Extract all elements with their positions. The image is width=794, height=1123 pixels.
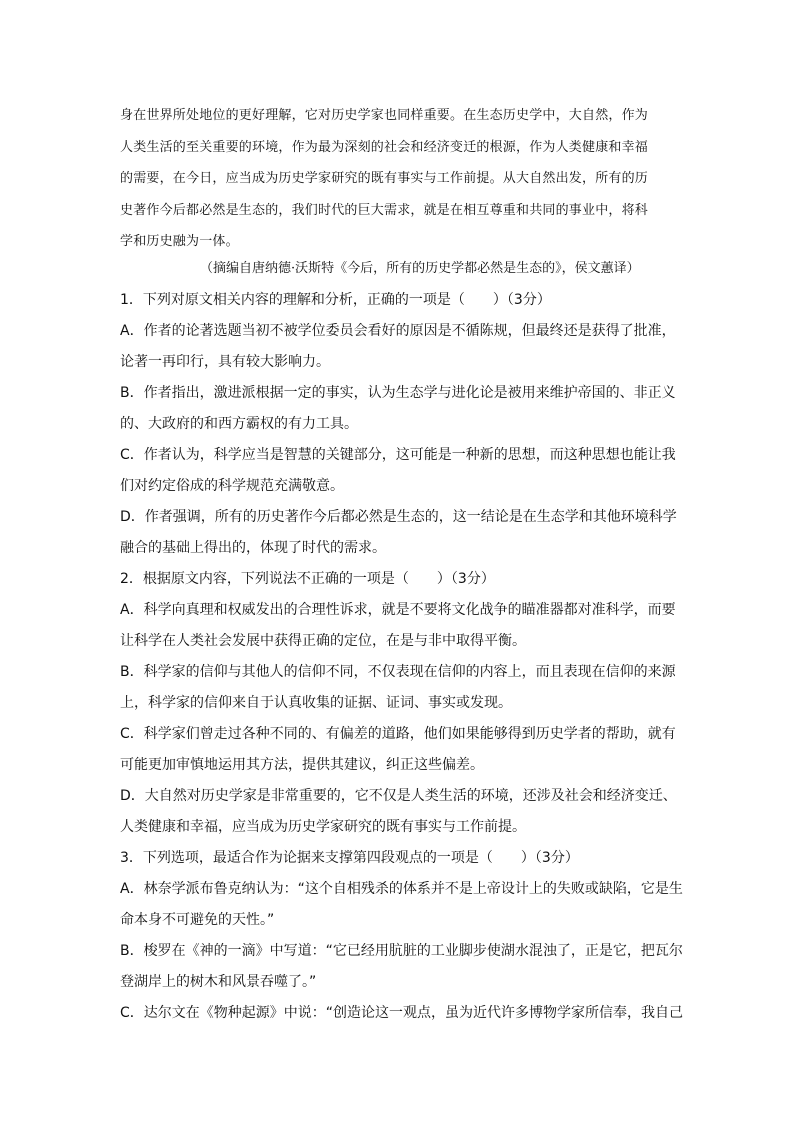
question-1-option-c-cont: 们对约定俗成的科学规范充满敬意。 xyxy=(120,478,344,494)
question-2-option-c: C．科学家们曾走过各种不同的、有偏差的道路，他们如果能够得到历史学者的帮助，就有 xyxy=(120,726,676,742)
question-2-option-c-cont: 可能更加审慎地运用其方法，提供其建议，纠正这些偏差。 xyxy=(120,757,484,773)
question-1-option-a: A．作者的论著选题当初不被学位委员会看好的原因是不循陈规，但最终还是获得了批准， xyxy=(120,323,676,339)
question-3-option-c: C．达尔文在《物种起源》中说：“创造论这一观点，虽为近代许多博物学家所信奉，我自己 xyxy=(120,1005,684,1021)
question-2-option-d-cont: 人类健康和幸福，应当成为历史学家研究的既有事实与工作前提。 xyxy=(120,819,526,835)
passage-text xyxy=(120,100,680,258)
passage-line: 的需要，在今日，应当成为历史学家研究的既有事实与工作前提。从大自然出发，所有的历 xyxy=(120,171,649,186)
question-2-option-a-cont: 让科学在人类社会发展中获得正确的定位，在是与非中取得平衡。 xyxy=(120,633,526,649)
question-1-option-b: B．作者指出，激进派根据一定的事实，认为生态学与进化论是被用来维护帝国的、非正义 xyxy=(120,385,676,401)
question-2-option-d: D．大自然对历史学家是非常重要的，它不仅是人类生活的环境，还涉及社会和经济变迁、 xyxy=(120,788,677,804)
question-3-option-a: A．林奈学派布鲁克纳认为：“这个自相残杀的体系并不是上帝设计上的失败或缺陷，它是生 xyxy=(120,881,683,897)
question-3-option-a-cont: 命本身不可避免的天性。” xyxy=(120,912,275,928)
question-1-option-b-cont: 的、大政府的和西方霸权的有力工具。 xyxy=(120,416,358,432)
passage-line: 身在世界所处地位的更好理解，它对历史学家也同样重要。在生态历史学中，大自然，作为 xyxy=(120,108,649,123)
question-3-option-b-cont: 登湖岸上的树木和风景吞噬了。” xyxy=(120,974,317,990)
question-2-option-b-cont: 上，科学家的信仰来自于认真收集的证据、证词、事实或发现。 xyxy=(120,695,512,711)
question-1-option-a-cont: 论著一再印行，具有较大影响力。 xyxy=(120,354,330,370)
passage-line: 人类生活的至关重要的环境，作为最为深刻的社会和经济变迁的根源，作为人类健康和幸福 xyxy=(120,139,649,155)
question-1-option-d-cont: 融合的基础上得出的，体现了时代的需求。 xyxy=(120,540,386,556)
question-2-option-b: B．科学家的信仰与其他人的信仰不同，不仅表现在信仰的内容上，而且表现在信仰的来源 xyxy=(120,664,676,680)
question-3-option-b: B．梭罗在《神的一滴》中写道：“它已经用肮脏的工业脚步使湖水混浊了，正是它，把瓦尔 xyxy=(120,943,683,959)
passage-line: 学和历史融为一体。 xyxy=(120,234,239,249)
question-2-stem: 2．根据原文内容，下列说法不正确的一项是（ ）（3分） xyxy=(120,571,495,587)
question-2-option-a: A．科学向真理和权威发出的合理性诉求，就是不要将文化战争的瞄准器都对准科学，而要 xyxy=(120,602,676,618)
question-1-option-c: C．作者认为，科学应当是智慧的关键部分，这可能是一种新的思想，而这种思想也能让我 xyxy=(120,447,676,463)
question-3-stem: 3．下列选项，最适合作为论据来支撑第四段观点的一项是（ ）（3分） xyxy=(120,850,579,866)
question-1-option-d: D．作者强调，所有的历史著作今后都必然是生态的，这一结论是在生态学和其他环境科学 xyxy=(120,509,677,525)
questions-section xyxy=(120,285,686,1029)
passage-line: 史著作今后都必然是生态的，我们时代的巨大需求，就是在相互尊重和共同的事业中，将科 xyxy=(120,202,649,218)
source-citation: （摘编自唐纳德·沃斯特《今后，所有的历史学都必然是生态的》，侯文蕙译） xyxy=(200,261,640,276)
question-1-stem: 1．下列对原文相关内容的理解和分析，正确的一项是（ ）（3分） xyxy=(120,292,551,308)
